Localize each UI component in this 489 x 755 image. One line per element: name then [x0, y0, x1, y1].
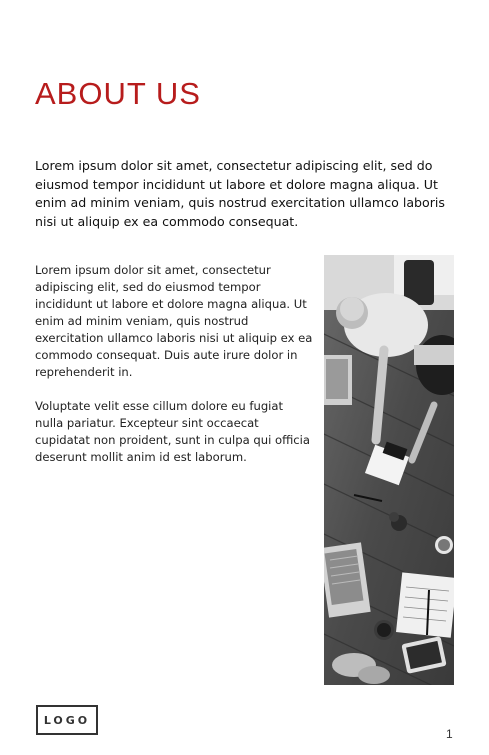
logo-text: LOGO: [43, 713, 91, 727]
photo-illustration: [324, 255, 454, 685]
team-meeting-photo: [324, 255, 454, 685]
logo: [36, 705, 98, 735]
page-title: ABOUT US: [35, 76, 201, 111]
body-text: [35, 262, 313, 483]
lead-paragraph: Lorem ipsum dolor sit amet, consectetur adipiscing elit, sed do eiusmod tempor incididunt ut labore et dolore magna aliqua. Ut enim ad minim veniam, quis nostrud exercitation ullamco laboris nisi ut aliquip ex ea commodo consequat.: [35, 158, 445, 229]
body-paragraph-1: Lorem ipsum dolor sit amet, consectetur adipiscing elit, sed do eiusmod tempor incididunt ut labore et dolore magna aliqua. Ut enim ad minim veniam, quis nostrud exercitation ullamco laboris nisi ut aliquip ex ea commodo consequat. Duis aute irure dolor in reprehenderit in.: [35, 263, 313, 379]
body-paragraph-2: Voluptate velit esse cillum dolore eu fugiat nulla pariatur. Excepteur sint occaecat cupidatat non proident, sunt in culpa qui officia deserunt mollit anim id est laborum.: [35, 399, 310, 464]
page-number: 1: [446, 727, 453, 741]
